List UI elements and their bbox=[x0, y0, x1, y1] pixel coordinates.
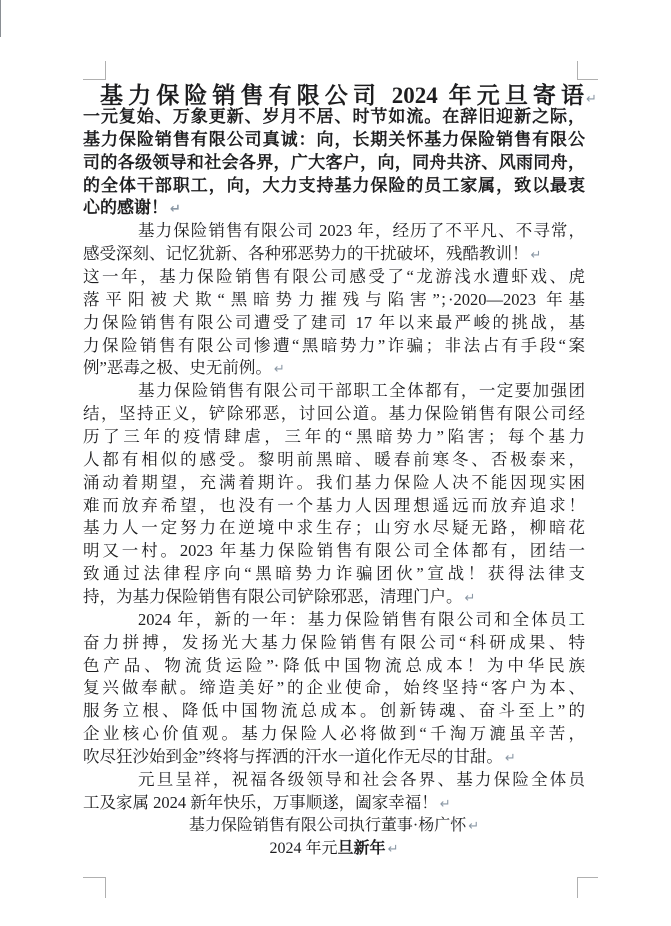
line-text: 力保险销售有限公司惨遭“黑暗势力”诈骗；非法占有手段“案 bbox=[83, 335, 585, 355]
line-text: 例”恶毒之极、史无前例。 bbox=[83, 358, 272, 378]
text-line[interactable] bbox=[83, 129, 585, 152]
line-text: 2024 年元 bbox=[269, 839, 338, 857]
text-line[interactable] bbox=[83, 563, 585, 586]
text-line[interactable] bbox=[83, 335, 585, 358]
return-mark-icon: ↵ bbox=[530, 248, 542, 264]
text-line[interactable] bbox=[83, 746, 585, 769]
line-text: 奋力拼搏，发扬光大基力保险销售有限公司“科研成果、特 bbox=[83, 632, 585, 652]
line-text: 结，坚持正义，铲除邪恶，讨回公道。基力保险销售有限公司经 bbox=[83, 404, 585, 424]
line-text: 落平阳被犬欺“黑暗势力摧残与陷害”；·2020—2023 年基 bbox=[83, 289, 585, 309]
line-text: 吹尽狂沙始到金”终将与挥洒的汗水一道化作无尽的甘甜。 bbox=[83, 747, 503, 767]
text-line[interactable] bbox=[83, 152, 585, 175]
line-text: 历了三年的疫情肆虐，三年的“黑暗势力”陷害；每个基力 bbox=[83, 427, 585, 447]
line-text: 基力保险销售有限公司执行董事·杨广怀 bbox=[188, 816, 467, 834]
line-text: 基力人一定努力在逆境中求生存；山穷水尽疑无路，柳暗花 bbox=[83, 518, 585, 538]
return-mark-icon: ↵ bbox=[504, 751, 516, 767]
text-line[interactable] bbox=[83, 586, 585, 609]
text-line[interactable] bbox=[83, 266, 585, 289]
line-text: 心的感谢！ bbox=[83, 198, 168, 218]
line-text: 基力保险销售有限公司真诚：向，长期关怀基力保险销售有限公 bbox=[83, 129, 585, 149]
text-line[interactable] bbox=[83, 723, 585, 746]
text-line[interactable] bbox=[83, 815, 585, 838]
text-line[interactable] bbox=[83, 700, 585, 723]
line-text: 2024 年，新的一年：基力保险销售有限公司和全体员工 bbox=[138, 609, 585, 629]
crop-mark-top-right bbox=[577, 61, 598, 80]
text-line[interactable] bbox=[83, 472, 585, 495]
text-line[interactable] bbox=[83, 380, 585, 403]
return-mark-icon: ↵ bbox=[170, 202, 181, 218]
line-text: 涌动着期望，充满着期许。我们基力保险人决不能因现实困 bbox=[83, 472, 585, 492]
line-text: 基力保险销售有限公司 2023 年，经历了不平凡、不寻常， bbox=[138, 221, 585, 241]
return-mark-icon: ↵ bbox=[468, 818, 480, 834]
text-line[interactable] bbox=[83, 632, 585, 655]
text-line[interactable] bbox=[83, 517, 585, 540]
text-line[interactable] bbox=[83, 175, 585, 198]
return-mark-icon: ↵ bbox=[464, 591, 476, 607]
text-line[interactable] bbox=[83, 403, 585, 426]
crop-mark-bottom-right bbox=[577, 877, 598, 898]
line-text: 基力保险销售有限公司干部职工全体都有，一定要加强团 bbox=[138, 381, 585, 401]
line-text: 的全体干部职工，向，大力支持基力保险的员工家属，致以最衷 bbox=[83, 175, 585, 195]
text-body[interactable] bbox=[83, 106, 585, 860]
document-title[interactable]: 基力保险销售有限公司 2024 年元旦寄语 bbox=[100, 83, 584, 108]
text-line[interactable] bbox=[83, 609, 585, 632]
line-text: 持，为基力保险销售有限公司铲除邪恶，清理门户。 bbox=[83, 587, 463, 607]
crop-mark-top-left bbox=[83, 61, 106, 80]
text-line[interactable] bbox=[83, 289, 585, 312]
line-text: 企业核心价值观。基力保险人必将做到“千淘万漉虽辛苦， bbox=[83, 724, 585, 744]
line-text: 这一年，基力保险销售有限公司感受了“龙游浅水遭虾戏、虎 bbox=[83, 267, 585, 287]
line-text: 工及家属 2024 新年快乐，万事顺遂，阖家幸福！ bbox=[83, 792, 438, 812]
line-text: 致通过法律程序向“黑暗势力诈骗团伙”宣战！获得法律支 bbox=[83, 564, 585, 584]
crop-mark-bottom-left bbox=[83, 877, 106, 898]
return-mark-icon: ↵ bbox=[387, 841, 399, 857]
line-text: 复兴做奉献。缔造美好”的企业使命，始终坚持“客户为本、 bbox=[83, 678, 585, 698]
line-text: 色产品、物流货运险”·降低中国物流总成本！为中华民族 bbox=[83, 655, 585, 675]
line-text: 人都有相似的感受。黎明前黑暗、暖春前寒冬、否极泰来， bbox=[83, 449, 585, 469]
text-line[interactable] bbox=[83, 495, 585, 518]
line-text: 服务立根、降低中国物流总成本。创新铸魂、奋斗至上”的 bbox=[83, 701, 585, 721]
text-line[interactable] bbox=[83, 677, 585, 700]
text-line[interactable] bbox=[83, 197, 585, 220]
text-line[interactable] bbox=[83, 449, 585, 472]
text-line[interactable] bbox=[83, 838, 585, 861]
text-line[interactable] bbox=[83, 106, 585, 129]
return-mark-icon: ↵ bbox=[586, 92, 597, 107]
line-text: 元旦呈祥，祝福各级领导和社会各界、基力保险全体员 bbox=[138, 769, 585, 789]
return-mark-icon: ↵ bbox=[273, 362, 285, 378]
text-line[interactable] bbox=[83, 655, 585, 678]
left-edge-line bbox=[0, 0, 1, 37]
text-line[interactable] bbox=[83, 769, 585, 792]
line-text: 一元复始、万象更新、岁月不居、时节如流。在辞旧迎新之际， bbox=[83, 107, 585, 126]
text-line[interactable] bbox=[83, 312, 585, 335]
line-text: 司的各级领导和社会各界，广大客户，向，同舟共济、风雨同舟， bbox=[83, 152, 585, 172]
line-text: 难而放弃希望，也没有一个基力人因理想遥远而放弃追求！ bbox=[83, 495, 585, 515]
return-mark-icon: ↵ bbox=[439, 796, 451, 812]
text-line[interactable] bbox=[83, 220, 585, 243]
line-text-bold: 旦新年 bbox=[337, 839, 386, 857]
line-text: 力保险销售有限公司遭受了建司 17 年以来最严峻的挑战，基 bbox=[83, 312, 585, 332]
line-text: 感受深刻、记忆犹新、各种邪恶势力的干扰破坏，残酷教训！ bbox=[83, 244, 529, 264]
line-text: 明又一村。2023 年基力保险销售有限公司全体都有，团结一 bbox=[83, 541, 585, 561]
text-line[interactable] bbox=[83, 540, 585, 563]
text-line[interactable] bbox=[83, 426, 585, 449]
text-line[interactable] bbox=[83, 243, 585, 266]
text-line[interactable] bbox=[83, 357, 585, 380]
text-line[interactable] bbox=[83, 792, 585, 815]
